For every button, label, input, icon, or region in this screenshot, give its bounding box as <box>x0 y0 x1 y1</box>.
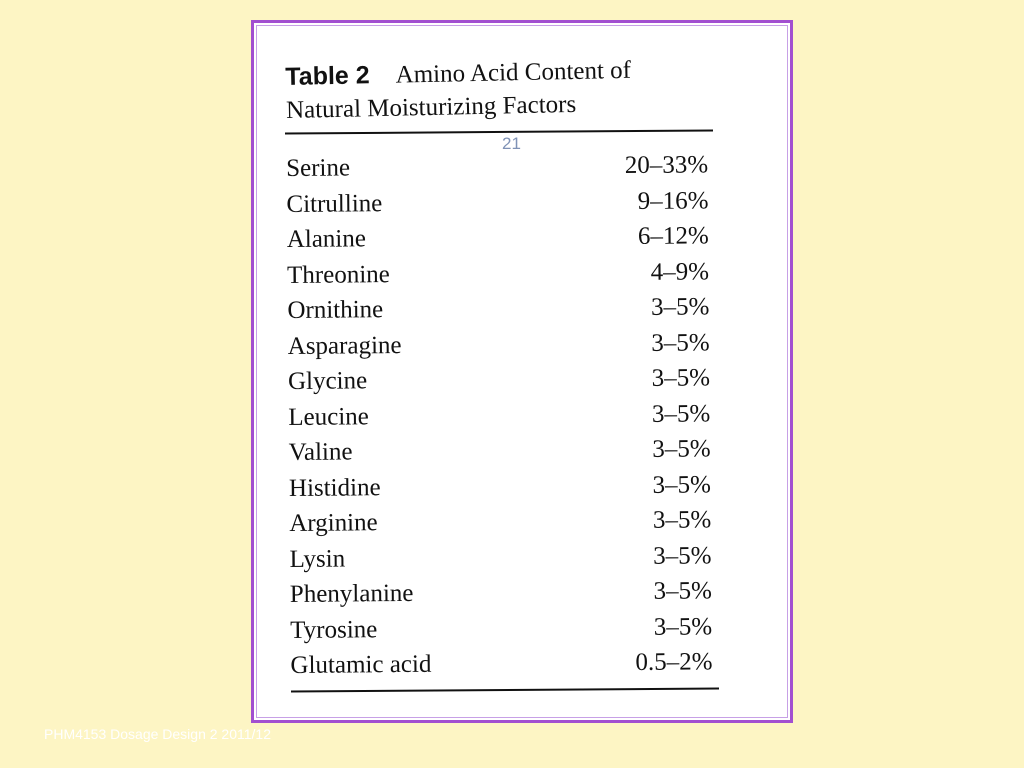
table-row <box>289 467 719 506</box>
table-row <box>288 396 718 435</box>
amino-acid-percentage: 6–12% <box>637 222 709 250</box>
table-title-line2: Natural Moisturizing Factors <box>285 90 577 124</box>
table-label: Table 2 <box>285 61 370 91</box>
table-image-frame <box>251 20 793 723</box>
amino-acid-percentage: 0.5–2% <box>635 648 713 676</box>
table-row <box>287 254 717 293</box>
amino-acid-percentage: 3–5% <box>651 364 711 392</box>
bottom-rule <box>291 688 719 693</box>
top-rule <box>285 130 713 135</box>
amino-acid-name: Valine <box>288 438 353 466</box>
amino-acid-name: Alanine <box>286 225 367 253</box>
amino-acid-percentage: 3–5% <box>651 399 711 428</box>
amino-acid-name: Tyrosine <box>290 615 378 644</box>
table-row <box>290 573 720 612</box>
amino-acid-percentage: 9–16% <box>637 186 709 215</box>
table-body <box>286 147 721 683</box>
table-title-line1: Amino Acid Content of <box>395 56 632 89</box>
amino-acid-name: Glutamic acid <box>290 650 432 679</box>
amino-acid-name: Citrulline <box>286 189 383 218</box>
table-row <box>289 502 719 541</box>
table-row <box>288 360 718 399</box>
amino-acid-percentage: 3–5% <box>652 506 712 534</box>
table-title <box>285 52 716 127</box>
table-row <box>287 289 717 328</box>
table-row <box>288 325 718 364</box>
amino-acid-percentage: 3–5% <box>652 435 711 463</box>
amino-acid-percentage: 3–5% <box>653 541 712 570</box>
amino-acid-name: Histidine <box>288 473 381 502</box>
amino-acid-name: Lysin <box>289 545 346 573</box>
slide-footer: PHM4153 Dosage Design 2 2011/12 <box>44 726 272 742</box>
table-row <box>289 538 719 577</box>
table-row <box>288 431 718 470</box>
table-row <box>290 609 720 648</box>
amino-acid-percentage: 3–5% <box>653 577 712 605</box>
amino-acid-percentage: 3–5% <box>653 612 713 641</box>
amino-acid-name: Asparagine <box>287 331 402 360</box>
amino-acid-name: Threonine <box>286 260 390 289</box>
amino-acid-percentage: 4–9% <box>650 257 710 286</box>
table-row <box>286 147 716 186</box>
table-row <box>287 218 717 257</box>
amino-acid-name: Leucine <box>288 402 369 431</box>
amino-acid-percentage: 3–5% <box>650 293 710 321</box>
slide-number: 21 <box>502 134 521 153</box>
amino-acid-percentage: 3–5% <box>651 328 710 357</box>
amino-acid-percentage: 3–5% <box>652 470 712 499</box>
amino-acid-name: Serine <box>286 154 351 182</box>
table-row <box>286 183 716 222</box>
amino-acid-name: Glycine <box>287 367 368 395</box>
amino-acid-name: Ornithine <box>287 296 384 324</box>
table-row <box>290 644 720 683</box>
amino-acid-name: Phenylanine <box>289 579 414 608</box>
amino-acid-name: Arginine <box>289 509 378 537</box>
amino-acid-percentage: 20–33% <box>624 151 709 180</box>
